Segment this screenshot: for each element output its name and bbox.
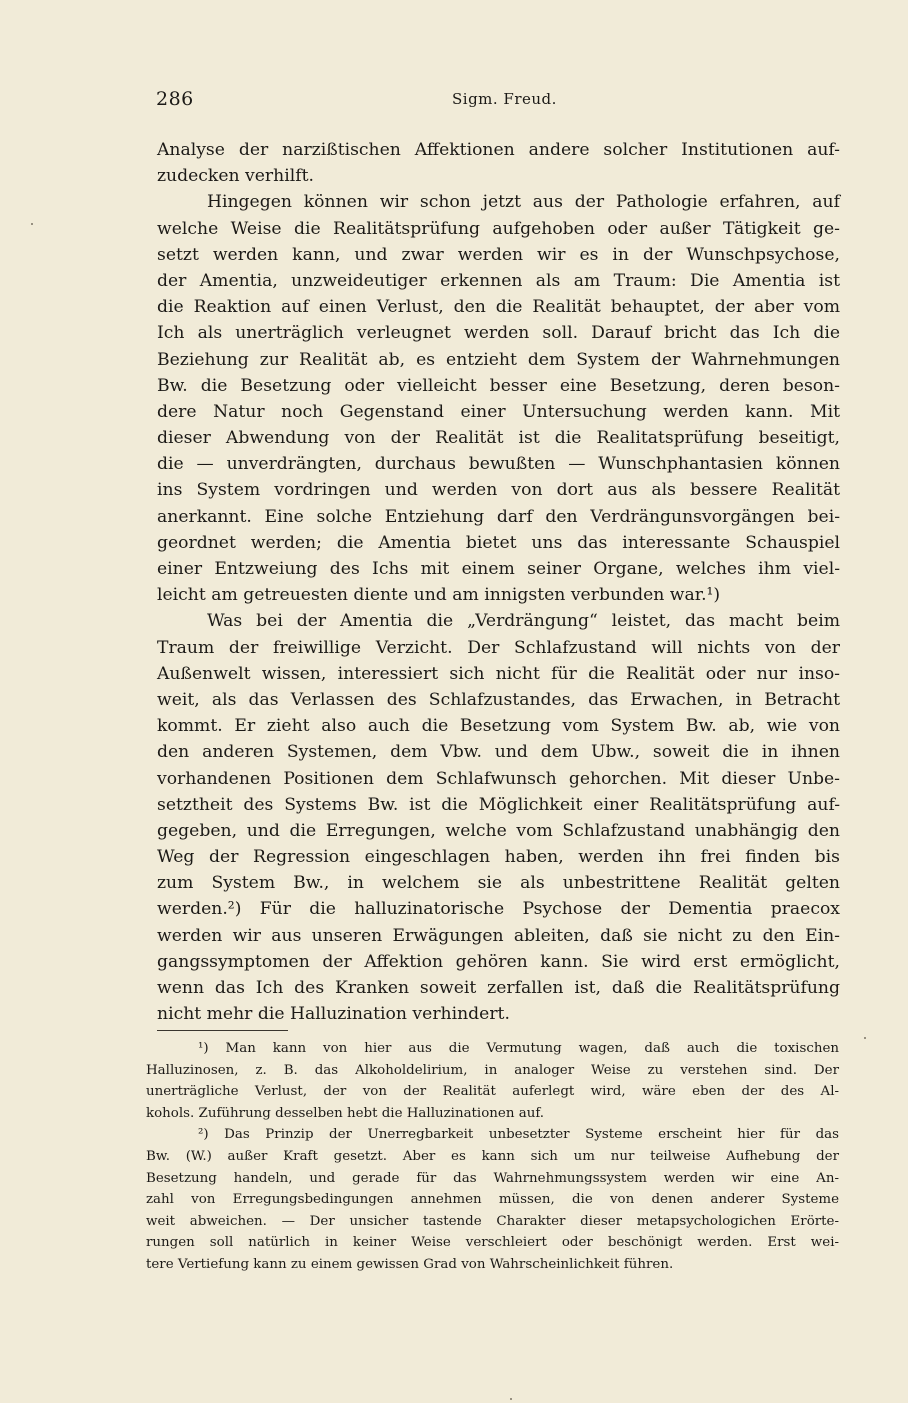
text-line: ins System vordringen und werden von dort aus als bessere Realität (157, 480, 840, 501)
text-line: vorhandenen Positionen dem Schlafwunsch gehorchen. Mit dieser Unbe- (157, 768, 840, 789)
text-line: Weg der Regression eingeschlagen haben, werden ihn frei finden bis (157, 847, 840, 868)
text-line: Traum der freiwillige Verzicht. Der Schlafzustand will nichts von der (157, 637, 840, 658)
text-line: zum System Bw., in welchem sie als unbestrittene Realität gelten (157, 873, 840, 894)
footnote-line: unerträgliche Verlust, der von der Realität auferlegt wird, wäre eben der des Al- (146, 1084, 839, 1100)
text-line: werden wir aus unseren Erwägungen ableiten, daß sie nicht zu den Ein- (157, 925, 840, 946)
text-line: dere Natur noch Gegenstand einer Untersuchung werden kann. Mit (157, 401, 840, 422)
paper-speck (31, 223, 33, 225)
text-line: einer Entzweiung des Ichs mit einem seiner Organe, welches ihm viel- (157, 559, 840, 579)
text-line: Was bei der Amentia die „Verdrängung“ leistet, das macht beim (207, 611, 840, 632)
text-line: anerkannt. Eine solche Entziehung darf den Verdrängunsvorgängen bei- (157, 506, 840, 527)
footnote-line: Besetzung handeln, und gerade für das Wahrnehmungssystem werden wir eine An- (146, 1170, 839, 1186)
text-line: werden.²) Für die halluzinatorische Psychose der Dementia praecox (157, 899, 840, 920)
text-line: gegeben, und die Erregungen, welche vom Schlafzustand unabhängig den (157, 820, 840, 841)
text-line: Ich als unerträglich verleugnet werden soll. Darauf bricht das Ich die (157, 323, 840, 344)
text-line: die — unverdrängten, durchaus bewußten — Wunschphantasien können (157, 454, 840, 475)
footnote-line: ²) Das Prinzip der Unerregbarkeit unbesetzter Systeme erscheint hier für das (198, 1127, 839, 1143)
footnotes-block (146, 1038, 839, 1276)
footnote-line: kohols. Zuführung desselben hebt die Halluzinationen auf. (146, 1105, 545, 1121)
text-line: setztheit des Systems Bw. ist die Möglichkeit einer Realitätsprüfung auf- (157, 794, 840, 815)
text-line: zudecken verhilft. (157, 166, 314, 187)
footnote-line: ¹) Man kann von hier aus die Vermutung wagen, daß auch die toxischen (198, 1041, 839, 1056)
page-header (156, 88, 840, 118)
main-text-block (157, 137, 840, 1027)
paper-speck (864, 1037, 866, 1039)
text-line: leicht am getreuesten diente und am innigsten verbunden war.¹) (157, 585, 721, 606)
footnote-line: zahl von Erregungsbedingungen annehmen müssen, die von denen anderer Systeme (146, 1192, 839, 1208)
paper-speck (510, 1398, 512, 1400)
footnote-divider (157, 1030, 288, 1031)
footnote-line: Bw. (W.) außer Kraft gesetzt. Aber es kann sich um nur teilweise Aufhebung der (146, 1148, 839, 1164)
text-line: Außenwelt wissen, interessiert sich nicht für die Realität oder nur inso- (157, 663, 840, 684)
footnote-line: tere Vertiefung kann zu einem gewissen Grad von Wahrscheinlichkeit führen. (146, 1256, 674, 1272)
page-number: 286 (156, 88, 194, 110)
text-line: wenn das Ich des Kranken soweit zerfallen ist, daß die Realitätsprüfung (157, 978, 840, 998)
footnote-line: rungen soll natürlich in keiner Weise verschleiert oder beschönigt werden. Erst wei- (146, 1235, 839, 1251)
text-line: dieser Abwendung von der Realität ist die Realitatsprüfung beseitigt, (157, 428, 840, 449)
footnote-line: Halluzinosen, z. B. das Alkoholdelirium, in analoger Weise zu verstehen sind. Der (146, 1062, 839, 1078)
text-line: der Amentia, unzweideutiger erkennen als am Traum: Die Amentia ist (157, 270, 840, 291)
text-line: Hingegen können wir schon jetzt aus der Pathologie erfahren, auf (207, 192, 840, 213)
footnote-line: weit abweichen. — Der unsicher tastende Charakter dieser metapsychologichen Erörte- (146, 1213, 839, 1229)
text-line: den anderen Systemen, dem Vbw. und dem Ubw., soweit die in ihnen (157, 742, 840, 763)
text-line: Analyse der narzißtischen Affektionen andere solcher Institutionen auf- (157, 140, 840, 160)
text-line: die Reaktion auf einen Verlust, den die Realität behauptet, der aber vom (157, 297, 840, 318)
text-line: welche Weise die Realitätsprüfung aufgehoben oder außer Tätigkeit ge- (157, 218, 840, 239)
text-line: Beziehung zur Realität ab, es entzieht dem System der Wahrnehmungen (157, 349, 840, 370)
text-line: setzt werden kann, und zwar werden wir es in der Wunschpsychose, (157, 244, 840, 265)
text-line: kommt. Er zieht also auch die Besetzung vom System Bw. ab, wie von (157, 716, 840, 737)
text-line: gangssymptomen der Affektion gehören kann. Sie wird erst ermöglicht, (157, 951, 840, 972)
running-head: Sigm. Freud. (452, 90, 557, 108)
text-line: geordnet werden; die Amentia bietet uns das interessante Schauspiel (157, 532, 840, 553)
text-line: Bw. die Besetzung oder vielleicht besser eine Besetzung, deren beson- (157, 375, 840, 396)
text-line: weit, als das Verlassen des Schlafzustandes, das Erwachen, in Betracht (157, 689, 840, 710)
text-line: nicht mehr die Halluzination verhindert. (157, 1004, 510, 1025)
